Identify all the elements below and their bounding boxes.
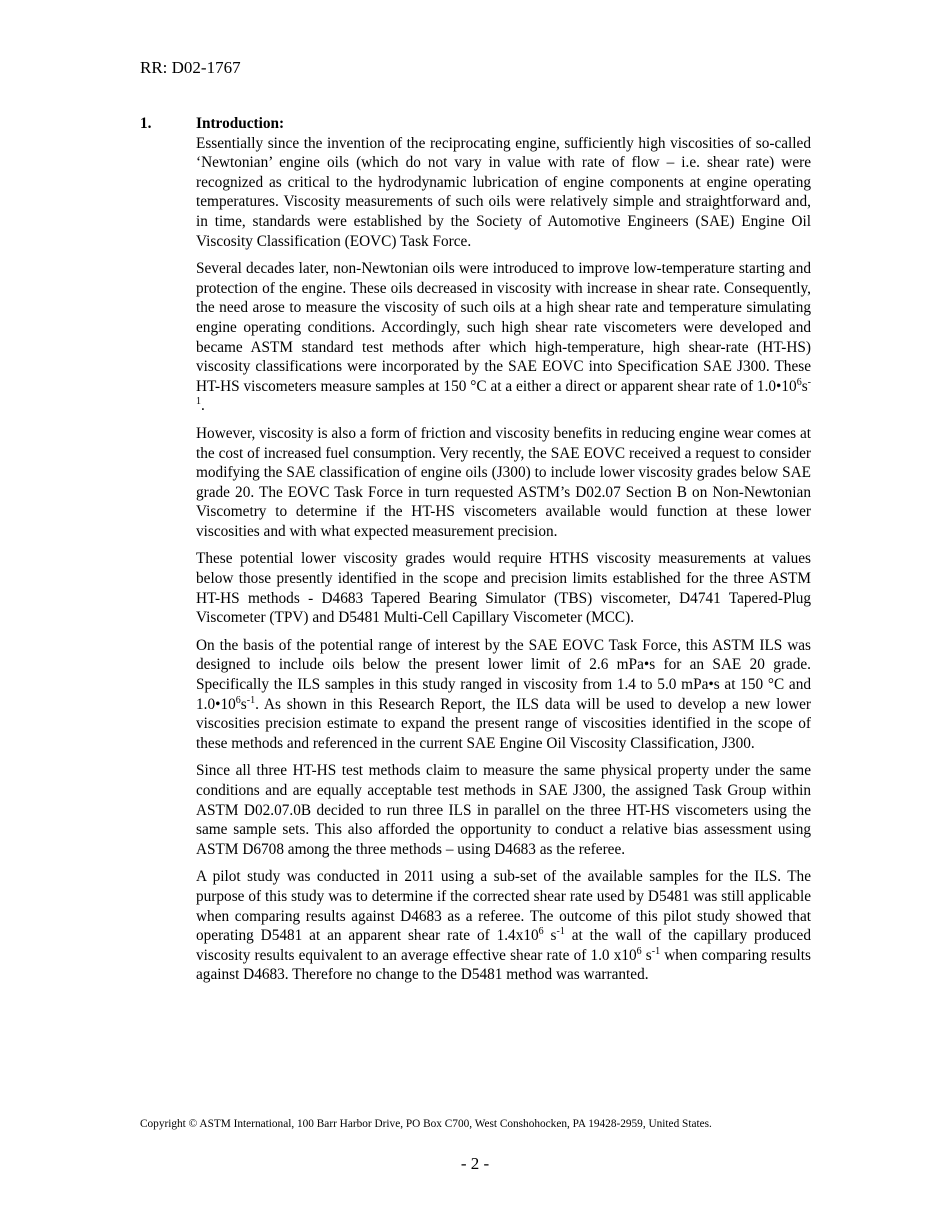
paragraph-7-exponent-6-b: 6: [636, 945, 642, 957]
paragraph-3: However, viscosity is also a form of friction and viscosity benefits in reducing engine wear comes at the cost of increased fuel consumption. Very recently, the SAE EOVC received a request to consider modifying the SAE classification of engine oils (J300) to include lower viscosity grades below SAE grade 20. The EOVC Task Force in turn requested ASTM’s D02.07 Section B on Non-Newtonian Viscometry to determine if the HT-HS viscometers available would function at these lower viscosities and with what expected measurement precision.: [196, 424, 811, 540]
paragraph-7: [196, 867, 811, 985]
section-body: [196, 114, 811, 993]
paragraph-2-unit-s: s: [801, 377, 808, 395]
paragraph-7-exponent-minus-1-a: -1: [556, 926, 565, 938]
paragraph-1: Essentially since the invention of the reciprocating engine, sufficiently high viscosities of so-called ‘Newtonian’ engine oils (which do not vary in value with rate of flow – i.e. shear rate) were recognized as critical to the hydrodynamic lubrication of engine components at engine operating temperatures. Viscosity measurements of such oils were relatively simple and straightforward and, in time, standards were established by the Society of Automotive Engineers (SAE) Engine Oil Viscosity Classification (EOVC) Task Force.: [196, 134, 811, 250]
copyright-notice: Copyright © ASTM International, 100 Barr Harbor Drive, PO Box C700, West Conshohocken, PA 19428-2959, United States.: [140, 1118, 712, 1130]
paragraph-7-exponent-6-a: 6: [538, 926, 544, 938]
paragraph-7-part-d: s: [641, 946, 652, 964]
paragraph-2-end: .: [201, 397, 205, 415]
paragraph-4: These potential lower viscosity grades would require HTHS viscosity measurements at values below those presently identified in the scope and precision limits established for the three ASTM HT-HS methods - D4683 Tapered Bearing Simulator (TBS) viscometer, D4741 Tapered-Plug Viscometer (TPV) and D5481 Multi-Cell Capillary Viscometer (MCC).: [196, 550, 811, 627]
paragraph-7-exponent-minus-1-b: -1: [651, 945, 661, 957]
paragraph-7-part-e: when comparing results against D4683. Therefore no change to the D5481 method was warranted.: [196, 946, 811, 984]
paragraph-7-part-b: s: [543, 927, 557, 945]
section-number: 1.: [140, 115, 152, 132]
paragraph-5-end: . As shown in this Research Report, the ILS data will be used to develop a new lower viscosities precision estimate to expand the present range of viscosities identified in the scope of these methods and referenced in the current SAE Engine Oil Viscosity Classification, J300.: [196, 695, 811, 752]
paragraph-5-text: On the basis of the potential range of interest by the SAE EOVC Task Force, this ASTM ILS was designed to include oils below the present lower limit of 2.6 mPa•s for an SAE 20 grade. Specifically the ILS samples in this study ranged in viscosity from 1.4 to 5.0 mPa•s at 150 °C and 1.0•10: [196, 636, 811, 713]
paragraph-6: Since all three HT-HS test methods claim to measure the same physical property under the same conditions and are equally acceptable test methods in SAE J300, the assigned Task Group within ASTM D02.07.0B decided to run three ILS in parallel on the three HT-HS viscometers using the same sample sets. This also afforded the opportunity to conduct a relative bias assessment using ASTM D6708 among the three methods – using D4683 as the referee.: [196, 762, 811, 858]
paragraph-2-exponent-minus-1: -1: [196, 376, 811, 408]
paragraph-2: [196, 259, 811, 416]
report-id-header: RR: D02-1767: [140, 58, 241, 77]
paragraph-2-exponent-6: 6: [796, 376, 802, 388]
paragraph-5: [196, 636, 811, 754]
paragraph-5-exponent-6: 6: [235, 694, 241, 706]
page-number: - 2 -: [460, 1154, 490, 1173]
paragraph-7-part-c: at the wall of the capillary produced viscosity results equivalent to an average effective shear rate of 1.0 x10: [196, 927, 811, 964]
paragraph-5-unit-s: s: [240, 695, 247, 713]
paragraph-7-part-a: A pilot study was conducted in 2011 using a sub-set of the available samples for the ILS. The purpose of this study was to determine if the corrected shear rate used by D5481 was still applicable when comparing results against D4683 as a referee. The outcome of this pilot study showed that operating D5481 at an apparent shear rate of 1.4x10: [196, 868, 811, 945]
paragraph-5-exponent-minus-1: -1: [246, 694, 256, 706]
section-title: Introduction:: [196, 115, 285, 132]
paragraph-2-text: Several decades later, non-Newtonian oils were introduced to improve low-temperature starting and protection of the engine. These oils decreased in viscosity with increase in shear rate. Consequently, the need arose to measure the viscosity of such oils at a high shear rate and temperature simulating engine operating conditions. Accordingly, such high shear rate viscometers were developed and became ASTM standard test methods after which high-temperature, high shear-rate (HT-HS) viscosity classifications were incorporated by the SAE EOVC into Specification SAE J300. These HT-HS viscometers measure samples at 150 °C at a either a direct or apparent shear rate of 1.0•10: [196, 260, 811, 395]
